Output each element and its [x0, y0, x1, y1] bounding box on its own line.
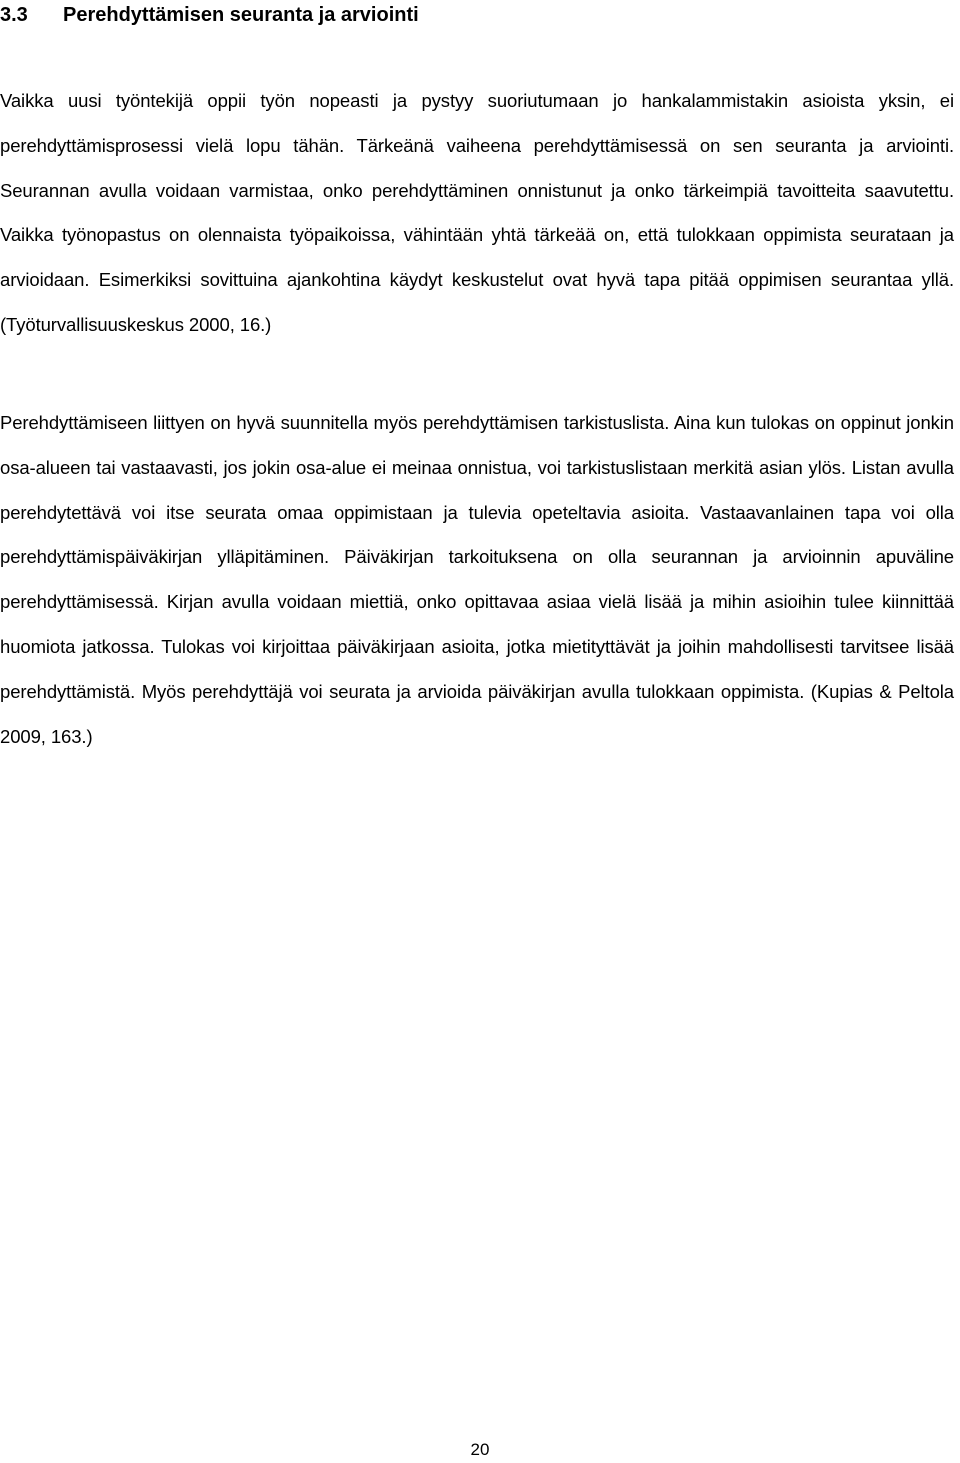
paragraph-2: Perehdyttämiseen liittyen on hyvä suunnitella myös perehdyttämisen tarkistuslista. Aina kun tulokas on oppinut jonkin osa-alueen tai vastaavasti, jos jokin osa-alue ei meinaa onnistua, voi tarkistuslistaan merkitä asian ylös. Listan avulla perehdytettävä voi itse seurata omaa oppimistaan ja tulevia opeteltavia asioita. Vastaavanlainen tapa voi olla perehdyttämispäiväkirjan ylläpitäminen. Päiväkirjan tarkoituksena on olla seurannan ja arvioinnin apuväline perehdyttämisessä. Kirjan avulla voidaan miettiä, onko opittavaa asiaa vielä lisää ja mihin asioihin tulee kiinnittää huomiota jatkossa. Tulokas voi kirjoittaa päiväkirjaan asioita, jotka mietityttävät ja joihin mahdollisesti tarvitsee lisää perehdyttämistä. Myös perehdyttäjä voi seurata ja arvioida päiväkirjan avulla tulokkaan oppimista. (Kupias & Peltola 2009, 163.) [0, 412, 954, 747]
paragraph-1: Vaikka uusi työntekijä oppii työn nopeasti ja pystyy suoriutumaan jo hankalammistakin asioista yksin, ei perehdyttämisprosessi vielä lopu tähän. Tärkeänä vaiheena perehdyttämisessä on sen seuranta ja arviointi. Seurannan avulla voidaan varmistaa, onko perehdyttäminen onnistunut ja onko tärkeimpiä tavoitteita saavutettu. Vaikka työnopastus on olennaista työpaikoissa, vähintään yhtä tärkeää on, että tulokkaan oppimista seurataan ja arvioidaan. Esimerkiksi sovittuina ajankohtina käydyt keskustelut ovat hyvä tapa pitää oppimisen seurantaa yllä. (Työturvallisuuskeskus 2000, 16.) [0, 90, 954, 335]
page-number: 20 [470, 1440, 490, 1459]
section-title: Perehdyttämisen seuranta ja arviointi [63, 4, 419, 26]
section-number: 3.3 [0, 4, 28, 26]
section-heading [0, 2, 419, 28]
